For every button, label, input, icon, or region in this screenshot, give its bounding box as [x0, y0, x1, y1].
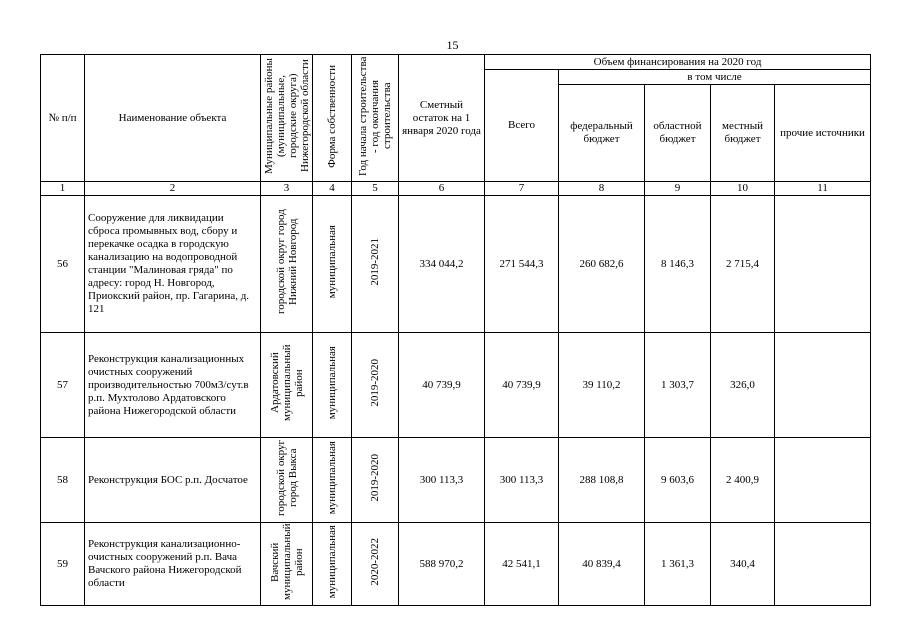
header-total: Всего: [485, 70, 559, 182]
cell-district: [261, 333, 313, 438]
cell-federal: 260 682,6: [559, 196, 645, 333]
cell-num: 57: [41, 333, 85, 438]
cell-other: [775, 333, 871, 438]
cell-ownership: [313, 333, 352, 438]
cell-years-text: 2020-2022: [369, 538, 381, 586]
cell-district: [261, 438, 313, 523]
cell-num: 58: [41, 438, 85, 523]
cell-federal: 40 839,4: [559, 523, 645, 606]
header-balance: Сметный остаток на 1 января 2020 года: [399, 55, 485, 182]
cell-balance: 40 739,9: [399, 333, 485, 438]
cell-ownership-text: муниципальная: [326, 346, 338, 420]
header-name: Наименование объекта: [85, 55, 261, 182]
cell-regional: 8 146,3: [645, 196, 711, 333]
cell-local: 340,4: [711, 523, 775, 606]
column-number: 1: [41, 182, 85, 196]
column-numbers-row: [41, 182, 871, 196]
table-row: [41, 523, 871, 606]
column-number: 4: [313, 182, 352, 196]
column-number: 3: [261, 182, 313, 196]
table-header: [41, 55, 871, 196]
column-number: 10: [711, 182, 775, 196]
cell-total: 42 541,1: [485, 523, 559, 606]
cell-district: [261, 523, 313, 606]
header-local: местный бюджет: [711, 85, 775, 182]
cell-years: [352, 438, 399, 523]
cell-years: [352, 196, 399, 333]
cell-total: 40 739,9: [485, 333, 559, 438]
cell-balance: 588 970,2: [399, 523, 485, 606]
cell-ownership: [313, 438, 352, 523]
table-body: [41, 196, 871, 606]
column-number: 6: [399, 182, 485, 196]
cell-ownership: [313, 523, 352, 606]
header-district-text: Муниципальные районы (муниципальные, городские округа) Нижегородской области: [263, 58, 311, 174]
cell-total: 300 113,3: [485, 438, 559, 523]
cell-local: 2 715,4: [711, 196, 775, 333]
cell-balance: 300 113,3: [399, 438, 485, 523]
cell-local: 2 400,9: [711, 438, 775, 523]
cell-num: 56: [41, 196, 85, 333]
column-number: 2: [85, 182, 261, 196]
header-years-text: Год начала строительства - год окончания строительства: [357, 56, 393, 176]
header-funding: Объем финансирования на 2020 год: [485, 55, 871, 70]
header-num: № п/п: [41, 55, 85, 182]
cell-name: Реконструкция канализационно-очистных сооружений р.п. Вача Вачского района Нижегородской области: [85, 523, 261, 606]
column-number: 11: [775, 182, 871, 196]
cell-ownership: [313, 196, 352, 333]
table-row: [41, 196, 871, 333]
header-ownership-text: Форма собственности: [326, 64, 338, 168]
cell-regional: 1 361,3: [645, 523, 711, 606]
cell-balance: 334 044,2: [399, 196, 485, 333]
cell-regional: 9 603,6: [645, 438, 711, 523]
header-ownership: [313, 55, 352, 182]
header-other: прочие источники: [775, 85, 871, 182]
cell-district-text: городской округ город Выкса: [274, 439, 299, 517]
cell-district-text: городской округ город Нижний Новгород: [274, 209, 299, 315]
cell-district-text: Вачский муниципальный район: [268, 523, 305, 601]
cell-name: Реконструкция канализационных очистных сооружений производительностью 700м3/сут.в р.п. Мухтолово Ардатовского района Нижегородской области: [85, 333, 261, 438]
column-number: 5: [352, 182, 399, 196]
financing-table: [40, 54, 871, 606]
cell-district-text: Ардатовский муниципальный район: [268, 344, 305, 422]
cell-ownership-text: муниципальная: [326, 225, 338, 299]
cell-federal: 39 110,2: [559, 333, 645, 438]
cell-num: 59: [41, 523, 85, 606]
header-years: [352, 55, 399, 182]
page-number: 15: [446, 38, 459, 52]
cell-other: [775, 438, 871, 523]
cell-years-text: 2019-2021: [369, 238, 381, 286]
cell-ownership-text: муниципальная: [326, 441, 338, 515]
header-federal: федеральный бюджет: [559, 85, 645, 182]
cell-years-text: 2019-2020: [369, 454, 381, 502]
column-number: 8: [559, 182, 645, 196]
cell-years: [352, 523, 399, 606]
table-row: [41, 438, 871, 523]
column-number: 9: [645, 182, 711, 196]
header-district: [261, 55, 313, 182]
cell-federal: 288 108,8: [559, 438, 645, 523]
cell-other: [775, 196, 871, 333]
cell-local: 326,0: [711, 333, 775, 438]
header-regional: областной бюджет: [645, 85, 711, 182]
cell-years: [352, 333, 399, 438]
column-number: 7: [485, 182, 559, 196]
cell-ownership-text: муниципальная: [326, 525, 338, 599]
cell-total: 271 544,3: [485, 196, 559, 333]
cell-name: Сооружение для ликвидации сброса промывных вод, сбору и перекачке осадка в городскую канализацию на водопроводной станции "Малиновая гряда" по адресу: город Н. Новгород, Приокский район, пр. Гагарина, д. 121: [85, 196, 261, 333]
cell-other: [775, 523, 871, 606]
cell-regional: 1 303,7: [645, 333, 711, 438]
header-including: в том числе: [559, 70, 871, 85]
table-row: [41, 333, 871, 438]
cell-name: Реконструкция БОС р.п. Досчатое: [85, 438, 261, 523]
cell-district: [261, 196, 313, 333]
cell-years-text: 2019-2020: [369, 359, 381, 407]
